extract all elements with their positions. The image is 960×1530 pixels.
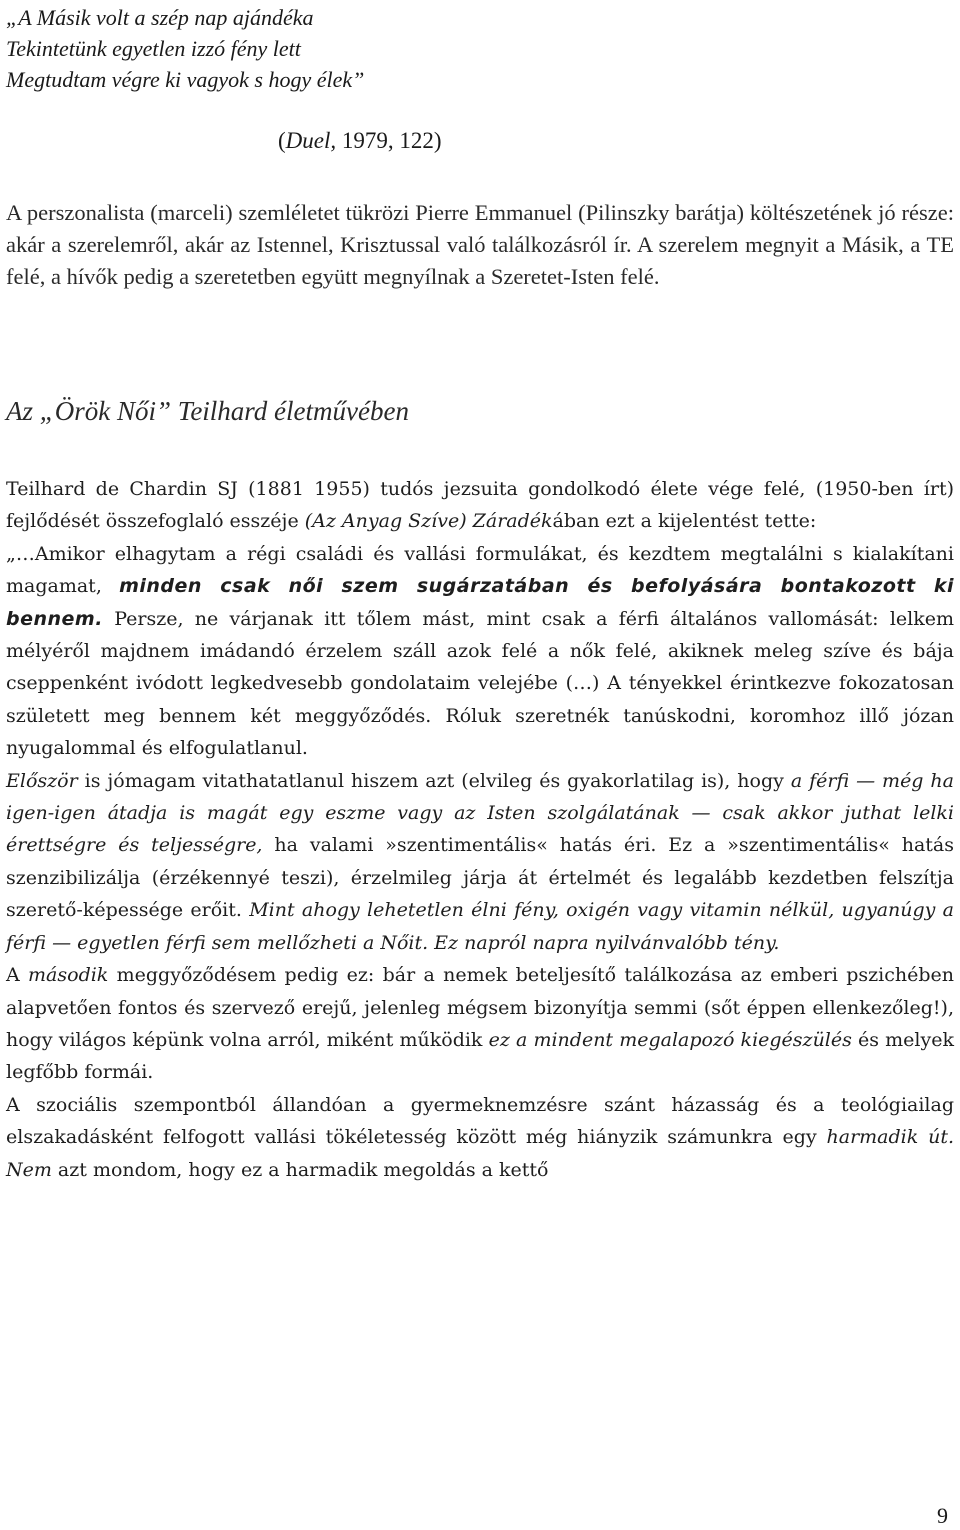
document-page xyxy=(6,0,954,1530)
paragraph: Teilhard de Chardin SJ (1881 1955) tudós jezsuita gondolkodó élete vége felé, (1950-ben írt) fejlődését összefoglaló esszéje (Az Anyag Szíve) Záradékában ezt a kijelentést tette: xyxy=(6,478,954,533)
poem-line: „A Másik volt a szép nap ajándéka xyxy=(6,5,314,30)
section-heading: Az „Örök Női” Teilhard életművében xyxy=(6,396,409,426)
poem-line: Megtudtam végre ki vagyok s hogy élek” xyxy=(6,67,365,92)
body-text xyxy=(6,473,954,1186)
poem-line: Tekintetünk egyetlen izzó fény lett xyxy=(6,36,301,61)
emphasis-text: minden csak női szem sugárzatában és befolyására bontakozott ki bennem. xyxy=(6,575,954,630)
citation-title: Duel, xyxy=(285,128,337,153)
paragraph: Először is jómagam vitathatatlanul hiszem azt (elvileg és gyakorlatilag is), hogy a férfi — még ha igen-igen átadja is magát egy eszme vagy az Isten szolgálatának — csak akkor juthat lelki érettségre és teljességre, ha valami »szentimentális« hatás éri. Ez a »szentimentális« hatás szenzibilizálja (érzékennyé teszi), érzelmileg járja át értelmét és legalább kezdetben felszítja szerető-képessége erőit. Mint ahogy lehetetlen élni fény, oxigén vagy vitamin nélkül, ugyanúgy a férfi — egyetlen férfi sem mellőzheti a Nőit. Ez napról napra nyilvánvalóbb tény. xyxy=(6,769,954,954)
paragraph: A szociális szempontból állandóan a gyermeknemzésre szánt házasság és a teológiailag elszakadásként felfogott vallási tökéletesség között még hiányzik számunkra egy harmadik út. Nem azt mondom, hogy ez a harmadik megoldás a kettő xyxy=(6,1093,954,1181)
intro-paragraph: A perszonalista (marceli) szemléletet tükrözi Pierre Emmanuel (Pilinszky barátja) költészetének jó része: akár a szerelemről, akár az Istennel, Krisztussal való találkozásról ír. A szerelem megnyit a Másik, a TE felé, a hívők pedig a szeretetben együtt megnyílnak a Szeretet-Isten felé. xyxy=(6,200,954,289)
poem-citation: (Duel, 1979, 122) xyxy=(278,128,442,153)
paragraph: „…Amikor elhagytam a régi családi és vallási formulákat, és kezdtem megtalálni s kialakítani magamat, minden csak női szem sugárzatában és befolyására bontakozott ki bennem. Persze, ne várjanak itt tőlem mást, mint csak a férfi általános vallomását: lelkem mélyéről majdnem imádandó érzelem száll azok felé a nők felé, akiknek meleg szíve és bája cseppenként ivódott legkedvesebb gondolataim velejébe (…) A tényekkel érintkezve fokozatosan született meg bennem két meggyőződés. Róluk szeretnék tanúskodni, koromhoz illő józan nyugalommal és elfogulatlanul. xyxy=(6,542,954,760)
page-number: 9 xyxy=(937,1503,948,1528)
paragraph: A második meggyőződésem pedig ez: bár a nemek beteljesítő találkozása az emberi pszichében alapvetően fontos és szervező erejű, jelenleg mégsem bizonyítja semmi (sőt éppen ellenkezőleg!), hogy világos képünk volna arról, miként működik ez a mindent megalapozó kiegészülés és melyek legfőbb formái. xyxy=(6,964,955,1084)
citation-detail: 1979, 122) xyxy=(336,128,442,153)
poem-quote xyxy=(6,2,364,95)
